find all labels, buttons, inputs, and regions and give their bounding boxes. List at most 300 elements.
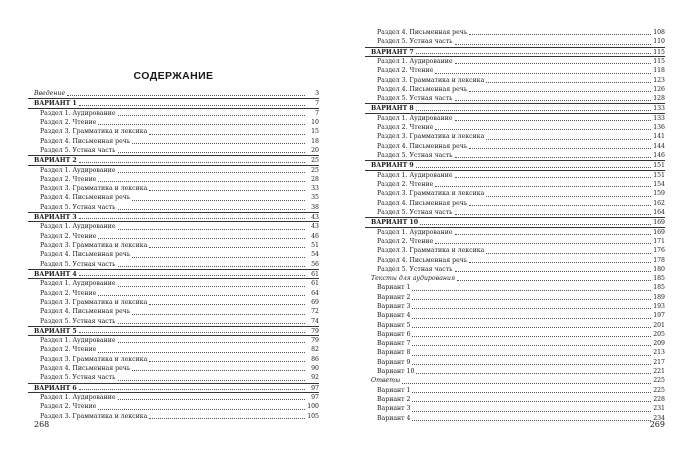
dot-leader — [118, 342, 305, 343]
dot-leader — [118, 209, 305, 210]
toc-entry-label: Тексты для аудирования — [371, 275, 456, 283]
dot-leader — [402, 383, 651, 384]
toc-entry-label: Вариант 8 — [377, 349, 411, 357]
toc-entry-page: 61 — [311, 270, 319, 278]
dot-leader — [98, 124, 305, 125]
toc-entry — [28, 289, 319, 298]
toc-entry-page: 100 — [307, 403, 319, 411]
toc-entry-label: Раздел 4. Письменная речь — [40, 365, 131, 373]
toc-entry — [365, 189, 665, 198]
toc-entry-label: Раздел 4. Письменная речь — [377, 142, 468, 150]
dot-leader — [118, 266, 305, 267]
dot-leader — [416, 110, 651, 111]
toc-entry-page: 69 — [311, 298, 319, 306]
toc-entry-page: 105 — [307, 412, 319, 420]
dot-leader — [149, 418, 305, 419]
toc-entry-page: 221 — [653, 368, 665, 376]
toc-entry-page: 25 — [311, 157, 319, 165]
toc-heading-entry — [28, 269, 319, 279]
toc-entry-page: 162 — [653, 199, 665, 207]
dot-leader — [118, 380, 305, 381]
toc-entry-label: Раздел 1. Аудирование — [40, 223, 116, 231]
dot-leader — [455, 44, 651, 45]
dot-leader — [412, 420, 651, 421]
dot-leader — [469, 148, 651, 149]
dot-leader — [457, 280, 651, 281]
toc-entry-page: 193 — [653, 302, 665, 310]
dot-leader — [486, 82, 651, 83]
toc-entry-page: 15 — [311, 128, 319, 136]
toc-entry-page: 136 — [653, 124, 665, 132]
dot-leader — [455, 157, 651, 158]
toc-entry-label: Вариант 3 — [377, 302, 411, 310]
toc-entry-page: 82 — [311, 346, 319, 354]
toc-entry — [28, 402, 319, 411]
toc-entry — [365, 395, 665, 404]
toc-entry-page: 205 — [653, 330, 665, 338]
toc-entry-page: 151 — [653, 171, 665, 179]
dot-leader — [412, 401, 651, 402]
toc-heading-entry — [365, 217, 665, 227]
toc-entry-page: 97 — [311, 394, 319, 402]
toc-entry-page: 18 — [311, 137, 319, 145]
toc-entry-label: Раздел 2. Чтение — [377, 67, 434, 75]
dot-leader — [132, 143, 305, 144]
toc-entry-label: Раздел 2. Чтение — [40, 175, 97, 183]
toc-heading-entry — [28, 326, 319, 336]
dot-leader — [79, 275, 305, 276]
toc-entry-label: Вариант 4 — [377, 414, 411, 422]
toc-entry-page: 133 — [653, 114, 665, 122]
toc-entry-page: 213 — [653, 349, 665, 357]
toc-heading-entry — [365, 47, 665, 57]
toc-entry-page: 46 — [311, 232, 319, 240]
toc-entry-page: 169 — [653, 219, 665, 227]
toc-entry-label: Раздел 2. Чтение — [40, 118, 97, 126]
toc-entry — [365, 246, 665, 255]
dot-leader — [412, 355, 651, 356]
toc-entry-label: Вариант 9 — [377, 358, 411, 366]
toc-entry-page: 79 — [311, 337, 319, 345]
toc-heading-entry — [28, 155, 319, 165]
dot-leader — [118, 152, 305, 153]
dot-leader — [149, 190, 305, 191]
toc-entry — [365, 330, 665, 339]
toc-entry-label: Раздел 1. Аудирование — [40, 109, 116, 117]
toc-entry-label: ВАРИАНТ 10 — [371, 219, 419, 227]
toc-entry-label: ВАРИАНТ 2 — [34, 157, 77, 165]
toc-entry — [28, 412, 319, 421]
toc-entry-label: Раздел 4. Письменная речь — [377, 85, 468, 93]
toc-entry-page: 43 — [311, 223, 319, 231]
toc-entry — [28, 260, 319, 269]
dot-leader — [455, 234, 651, 235]
toc-entry-label: Раздел 3. Грамматика и лексика — [377, 133, 485, 141]
toc-entry-page: 178 — [653, 256, 665, 264]
toc-entry-page: 74 — [311, 317, 319, 325]
toc-entry — [28, 250, 319, 259]
toc-entry-page: 7 — [315, 100, 319, 108]
toc-entry-label: Раздел 2. Чтение — [40, 403, 97, 411]
dot-leader — [412, 327, 651, 328]
dot-leader — [132, 200, 305, 201]
toc-entry-page: 234 — [653, 414, 665, 422]
toc-entry-page: 171 — [653, 237, 665, 245]
page-number-left: 268 — [34, 420, 50, 429]
toc-entry-page: 144 — [653, 142, 665, 150]
toc-entry-page: 189 — [653, 293, 665, 301]
toc-entry-page: 141 — [653, 133, 665, 141]
left-page — [28, 0, 319, 455]
dot-leader — [412, 318, 651, 319]
dot-leader — [412, 345, 651, 346]
toc-entry-label: ВАРИАНТ 3 — [34, 214, 77, 222]
toc-entry — [28, 222, 319, 231]
toc-entry-page: 33 — [311, 185, 319, 193]
toc-entry-page: 217 — [653, 358, 665, 366]
toc-entry-label: Раздел 3. Грамматика и лексика — [377, 76, 485, 84]
toc-entry — [28, 118, 319, 127]
toc-entry — [365, 311, 665, 320]
toc-entry-label: Раздел 5. Устная часть — [40, 146, 116, 154]
toc-entry — [28, 193, 319, 202]
dot-leader — [469, 34, 651, 35]
toc-entry-page: 176 — [653, 247, 665, 255]
dot-leader — [412, 364, 651, 365]
toc-entry-page: 231 — [653, 405, 665, 413]
toc-entry-page: 20 — [311, 146, 319, 154]
dot-leader — [455, 100, 651, 101]
dot-leader — [118, 399, 305, 400]
toc-entry-label: Раздел 2. Чтение — [377, 181, 434, 189]
dot-leader — [412, 392, 651, 393]
dot-leader — [118, 172, 305, 173]
dot-leader — [412, 411, 651, 412]
toc-list-left — [28, 89, 319, 421]
toc-entry-page: 154 — [653, 181, 665, 189]
toc-entry-page: 79 — [311, 327, 319, 335]
toc-entry-label: Раздел 4. Письменная речь — [377, 256, 468, 264]
toc-entry — [365, 348, 665, 357]
toc-entry-page: 128 — [653, 95, 665, 103]
toc-entry-label: Раздел 4. Письменная речь — [40, 137, 131, 145]
toc-entry — [365, 293, 665, 302]
toc-entry-label: Раздел 3. Грамматика и лексика — [377, 247, 485, 255]
toc-entry-page: 201 — [653, 321, 665, 329]
toc-entry-label: Раздел 3. Грамматика и лексика — [377, 190, 485, 198]
toc-heading-entry — [365, 376, 665, 385]
toc-entry-page: 164 — [653, 208, 665, 216]
dot-leader — [79, 162, 305, 163]
dot-leader — [98, 295, 305, 296]
dot-leader — [486, 196, 651, 197]
toc-entry — [365, 28, 665, 37]
dot-leader — [412, 336, 651, 337]
toc-entry — [365, 265, 665, 274]
toc-entry-label: ВАРИАНТ 8 — [371, 105, 414, 113]
toc-entry-label: Раздел 5. Устная часть — [40, 317, 116, 325]
toc-heading-entry — [365, 274, 665, 283]
toc-entry-page: 185 — [653, 275, 665, 283]
toc-entry-page: 126 — [653, 85, 665, 93]
toc-entry-label: Введение — [34, 90, 66, 97]
toc-entry-page: 228 — [653, 395, 665, 403]
toc-entry-label: Раздел 5. Устная часть — [40, 374, 116, 382]
toc-entry-page: 90 — [311, 365, 319, 373]
toc-entry-page: 115 — [653, 57, 665, 65]
toc-entry — [365, 123, 665, 132]
toc-entry-page: 54 — [311, 251, 319, 259]
dot-leader — [435, 186, 651, 187]
toc-entry-label: Ответы — [371, 377, 401, 385]
dot-leader — [149, 361, 305, 362]
toc-entry-page: 64 — [311, 289, 319, 297]
toc-entry — [28, 175, 319, 184]
toc-entry-page: 61 — [311, 280, 319, 288]
dot-leader — [132, 257, 305, 258]
toc-entry — [28, 127, 319, 136]
toc-entry — [28, 146, 319, 155]
toc-entry — [365, 76, 665, 85]
toc-entry-label: Вариант 1 — [377, 386, 411, 394]
toc-entry-page: 86 — [311, 355, 319, 363]
toc-entry-label: ВАРИАНТ 6 — [34, 384, 77, 392]
right-page — [365, 0, 665, 455]
toc-entry-label: Раздел 4. Письменная речь — [40, 308, 131, 316]
toc-entry — [365, 339, 665, 348]
toc-heading-entry — [365, 103, 665, 113]
dot-leader — [455, 271, 651, 272]
toc-entry — [365, 171, 665, 180]
toc-entry-page: 197 — [653, 312, 665, 320]
toc-entry — [365, 367, 665, 376]
dot-leader — [118, 229, 305, 230]
toc-entry-label: Раздел 5. Устная часть — [377, 265, 453, 273]
toc-entry-label: Раздел 5. Устная часть — [377, 95, 453, 103]
toc-entry-label: Раздел 2. Чтение — [40, 289, 97, 297]
toc-entry — [365, 151, 665, 160]
toc-entry-label: Раздел 5. Устная часть — [377, 208, 453, 216]
toc-entry — [365, 57, 665, 66]
dot-leader — [149, 304, 305, 305]
toc-entry-page: 10 — [311, 118, 319, 126]
toc-entry-page: 151 — [653, 162, 665, 170]
dot-leader — [98, 238, 305, 239]
toc-entry — [365, 358, 665, 367]
toc-entry-label: Вариант 2 — [377, 293, 411, 301]
toc-entry — [28, 203, 319, 212]
toc-entry — [365, 37, 665, 46]
toc-entry — [28, 298, 319, 307]
toc-entry-label: Раздел 2. Чтение — [377, 237, 434, 245]
toc-entry-label: Раздел 1. Аудирование — [40, 166, 116, 174]
dot-leader — [98, 181, 305, 182]
toc-entry-page: 209 — [653, 340, 665, 348]
dot-leader — [118, 286, 305, 287]
dot-leader — [469, 262, 651, 263]
dot-leader — [149, 247, 305, 248]
toc-entry-label: ВАРИАНТ 5 — [34, 327, 77, 335]
dot-leader — [435, 243, 651, 244]
toc-entry-page: 51 — [311, 242, 319, 250]
toc-entry-label: Раздел 4. Письменная речь — [40, 194, 131, 202]
toc-entry-label: Раздел 4. Письменная речь — [377, 29, 468, 36]
toc-entry-page: 225 — [653, 377, 665, 385]
dot-leader — [67, 95, 305, 96]
toc-entry — [28, 393, 319, 402]
toc-entry-page: 146 — [653, 152, 665, 160]
dot-leader — [79, 105, 305, 106]
dot-leader — [469, 91, 651, 92]
toc-entry-label: Раздел 2. Чтение — [40, 346, 97, 354]
toc-entry-label: Раздел 5. Устная часть — [40, 203, 116, 211]
toc-entry-label: Раздел 1. Аудирование — [40, 280, 116, 288]
toc-entry-label: Раздел 2. Чтение — [377, 124, 434, 132]
dot-leader — [98, 409, 305, 410]
toc-entry-label: Раздел 3. Грамматика и лексика — [40, 185, 148, 193]
toc-entry-label: Раздел 3. Грамматика и лексика — [40, 412, 148, 420]
toc-entry — [28, 241, 319, 250]
toc-entry — [28, 373, 319, 382]
toc-entry-page: 123 — [653, 76, 665, 84]
toc-entry-label: Раздел 3. Грамматика и лексика — [40, 242, 148, 250]
toc-entry-page: 56 — [311, 260, 319, 268]
toc-entry-page: 180 — [653, 265, 665, 273]
dot-leader — [420, 224, 651, 225]
toc-entry-page: 118 — [653, 67, 665, 75]
toc-entry-label: Раздел 5. Устная часть — [40, 260, 116, 268]
dot-leader — [486, 253, 651, 254]
toc-entry — [365, 94, 665, 103]
toc-entry-page: 225 — [653, 386, 665, 394]
toc-entry-label: Раздел 5. Устная часть — [377, 152, 453, 160]
toc-entry-page: 115 — [653, 48, 665, 56]
toc-entry-label: Раздел 5. Устная часть — [377, 38, 453, 46]
toc-entry-page: 72 — [311, 308, 319, 316]
toc-entry — [28, 137, 319, 146]
toc-entry-page: 35 — [311, 194, 319, 202]
toc-entry — [28, 232, 319, 241]
toc-entry-label: Раздел 1. Аудирование — [377, 171, 453, 179]
toc-entry — [365, 142, 665, 151]
toc-entry — [365, 208, 665, 217]
toc-heading-entry — [28, 98, 319, 108]
toc-entry — [365, 404, 665, 413]
toc-entry — [365, 256, 665, 265]
toc-entry-label: Раздел 2. Чтение — [40, 232, 97, 240]
toc-entry — [365, 199, 665, 208]
toc-entry-label: Раздел 3. Грамматика и лексика — [40, 128, 148, 136]
toc-entry — [28, 345, 319, 354]
dot-leader — [486, 139, 651, 140]
dot-leader — [132, 314, 305, 315]
toc-entry-label: Раздел 1. Аудирование — [40, 337, 116, 345]
toc-heading-entry — [28, 212, 319, 222]
toc-entry-label: Раздел 1. Аудирование — [377, 228, 453, 236]
toc-entry-label: ВАРИАНТ 4 — [34, 270, 77, 278]
toc-entry-page: 25 — [311, 166, 319, 174]
dot-leader — [118, 115, 305, 116]
toc-heading-entry — [28, 383, 319, 393]
toc-entry-page: 97 — [311, 384, 319, 392]
toc-entry — [365, 302, 665, 311]
toc-entry-label: Вариант 6 — [377, 330, 411, 338]
toc-entry-label: ВАРИАНТ 1 — [34, 100, 77, 108]
toc-entry — [28, 279, 319, 288]
toc-heading-entry — [365, 160, 665, 170]
toc-list-right — [365, 28, 665, 423]
toc-entry-page: 3 — [315, 90, 319, 97]
dot-leader — [412, 299, 651, 300]
dot-leader — [416, 167, 651, 168]
toc-entry — [365, 66, 665, 75]
toc-entry-page: 185 — [653, 284, 665, 292]
toc-entry — [365, 180, 665, 189]
dot-leader — [79, 389, 305, 390]
dot-leader — [455, 177, 651, 178]
dot-leader — [412, 308, 651, 309]
dot-leader — [118, 323, 305, 324]
toc-entry-label: Вариант 4 — [377, 312, 411, 320]
toc-entry-page: 159 — [653, 190, 665, 198]
toc-entry-label: Вариант 5 — [377, 321, 411, 329]
toc-entry-page: 110 — [653, 38, 665, 46]
dot-leader — [416, 373, 651, 374]
page-number-right: 269 — [649, 420, 665, 429]
dot-leader — [435, 129, 651, 130]
dot-leader — [149, 134, 305, 135]
toc-entry-page: 43 — [311, 214, 319, 222]
toc-entry — [28, 336, 319, 345]
toc-entry-label: ВАРИАНТ 7 — [371, 48, 414, 56]
toc-entry — [28, 109, 319, 118]
toc-entry — [365, 283, 665, 292]
dot-leader — [79, 332, 305, 333]
toc-entry — [28, 364, 319, 373]
dot-leader — [132, 370, 305, 371]
dot-leader — [435, 73, 651, 74]
toc-entry-page: 7 — [315, 109, 319, 117]
toc-entry-label: Раздел 1. Аудирование — [377, 114, 453, 122]
toc-entry-label: Вариант 3 — [377, 405, 411, 413]
toc-entry-label: Раздел 4. Письменная речь — [40, 251, 131, 259]
toc-entry — [28, 355, 319, 364]
toc-entry-label: Вариант 1 — [377, 284, 411, 292]
dot-leader — [455, 214, 651, 215]
toc-entry-page: 28 — [311, 175, 319, 183]
dot-leader — [79, 218, 305, 219]
toc-entry — [365, 114, 665, 123]
dot-leader — [455, 63, 651, 64]
toc-entry — [365, 85, 665, 94]
toc-entry-page: 133 — [653, 105, 665, 113]
toc-entry-label: Раздел 4. Письменная речь — [377, 199, 468, 207]
dot-leader — [98, 352, 305, 353]
toc-entry-label: Вариант 10 — [377, 368, 415, 376]
toc-entry — [365, 321, 665, 330]
toc-title: СОДЕРЖАНИЕ — [133, 70, 214, 82]
toc-entry — [365, 228, 665, 237]
dot-leader — [469, 205, 651, 206]
toc-entry — [28, 184, 319, 193]
toc-entry-label: Раздел 1. Аудирование — [377, 57, 453, 65]
toc-entry-label: Раздел 1. Аудирование — [40, 394, 116, 402]
toc-entry — [28, 307, 319, 316]
toc-entry-label: ВАРИАНТ 9 — [371, 162, 414, 170]
toc-entry — [365, 237, 665, 246]
toc-entry-label: Вариант 2 — [377, 395, 411, 403]
toc-entry-label: Раздел 3. Грамматика и лексика — [40, 298, 148, 306]
